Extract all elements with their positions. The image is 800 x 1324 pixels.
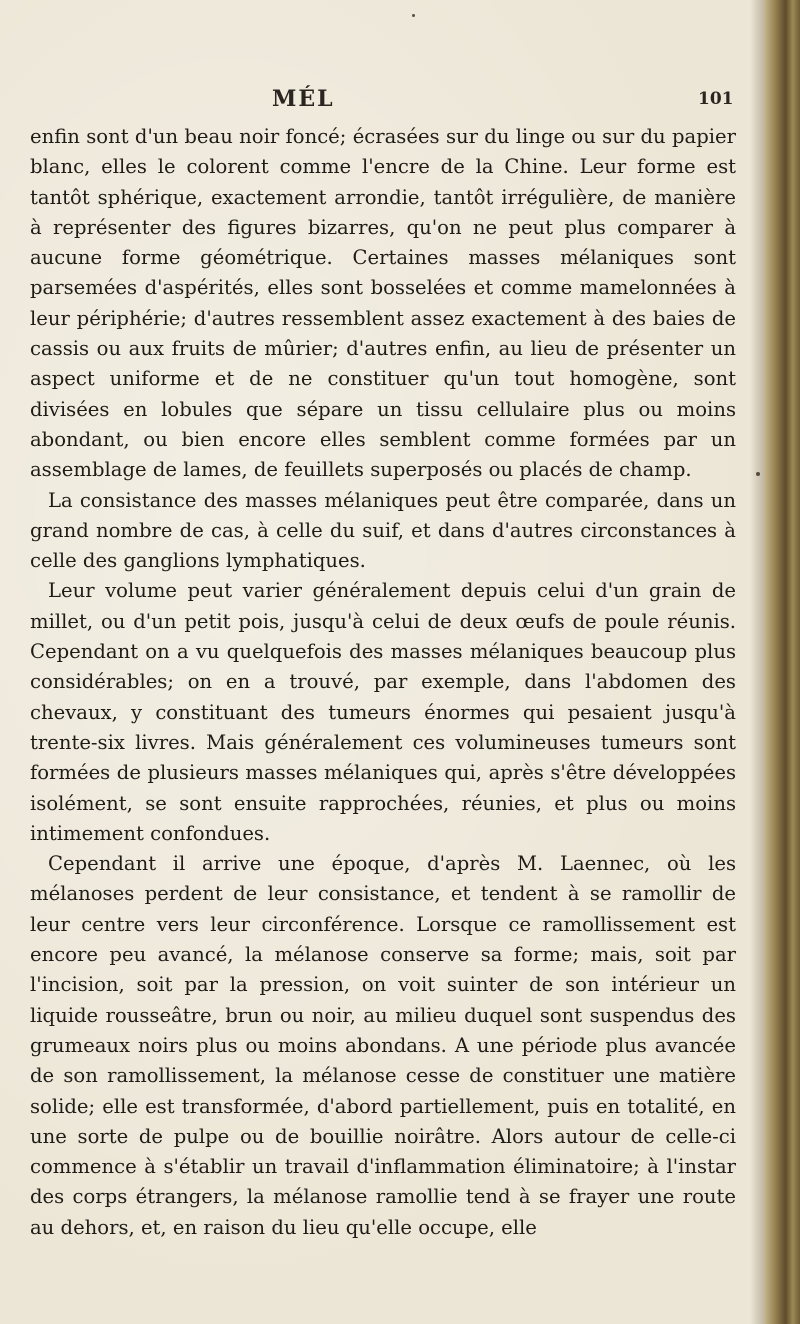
paragraph-2: La consistance des masses mélaniques peut être comparée, dans un grand nombre de cas, à celle du suif, et dans d'autres circonstances à celle des ganglions lymphatiques. — [30, 488, 736, 573]
page-header — [0, 86, 768, 116]
paragraph-4: Cependant il arrive une époque, d'après M. Laennec, où les mélanoses perdent de leur consistance, et tendent à se ramollir de leur centre vers leur circonférence. Lorsque ce ramollissement est encore peu avancé, la mélanose conserve sa forme; mais, soit par l'incision, soit par la pression, on voit suinter de son intérieur un liquide rousseâtre, brun ou noir, au milieu duquel sont suspendus des grumeaux noirs plus ou moins abondans. A une période plus avancée de son ramollissement, la mélanose cesse de constituer une matière solide; elle est transformée, d'abord partiellement, puis en totalité, en une sorte de pulpe ou de bouillie noirâtre. Alors autour de celle-ci commence à s'établir un travail d'inflammation éliminatoire; à l'instar des corps étrangers, la mélanose ramollie tend à se frayer une route au dehors, et, en raison du lieu qu'elle occupe, elle — [30, 852, 736, 1239]
ink-speck — [412, 14, 415, 17]
paragraph-1: enfin sont d'un beau noir foncé; écrasées sur du linge ou sur du papier blanc, elles le colorent comme l'encre de la Chine. Leur forme est tantôt sphérique, exactement arrondie, tantôt irrégulière, de manière à représenter des figures bizarres, qu'on ne peut plus comparer à aucune forme géométrique. Certaines masses mélaniques sont parsemées d'aspérités, elles sont bosselées et comme mamelonnées à leur périphérie; d'autres ressemblent assez exactement à des baies de cassis ou aux fruits de mûrier; d'autres enfin, au lieu de présenter un aspect uniforme et de ne constituer qu'un tout homogène, sont divisées en lobules que sépare un tissu cellulaire plus ou moins abondant, ou bien encore elles semblent comme formées par un assemblage de lames, de feuillets superposés ou placés de champ. — [30, 125, 736, 482]
body-text — [30, 122, 736, 1243]
page-number: 101 — [698, 89, 734, 109]
page-gutter-shadow — [750, 0, 764, 1324]
paragraph-3: Leur volume peut varier généralement depuis celui d'un grain de millet, ou d'un petit pois, jusqu'à celui de deux œufs de poule réunis. Cependant on a vu quelquefois des masses mélaniques beaucoup plus considérables; on en a trouvé, par exemple, dans l'abdomen des chevaux, y constituant des tumeurs énormes qui pesaient jusqu'à trente-six livres. Mais généralement ces volumineuses tumeurs sont formées de plusieurs masses mélaniques qui, après s'être développées isolément, se sont ensuite rapprochées, réunies, et plus ou moins intimement confondues. — [30, 579, 736, 845]
adjacent-page-edge — [764, 0, 800, 1324]
running-head: MÉL — [272, 86, 335, 112]
